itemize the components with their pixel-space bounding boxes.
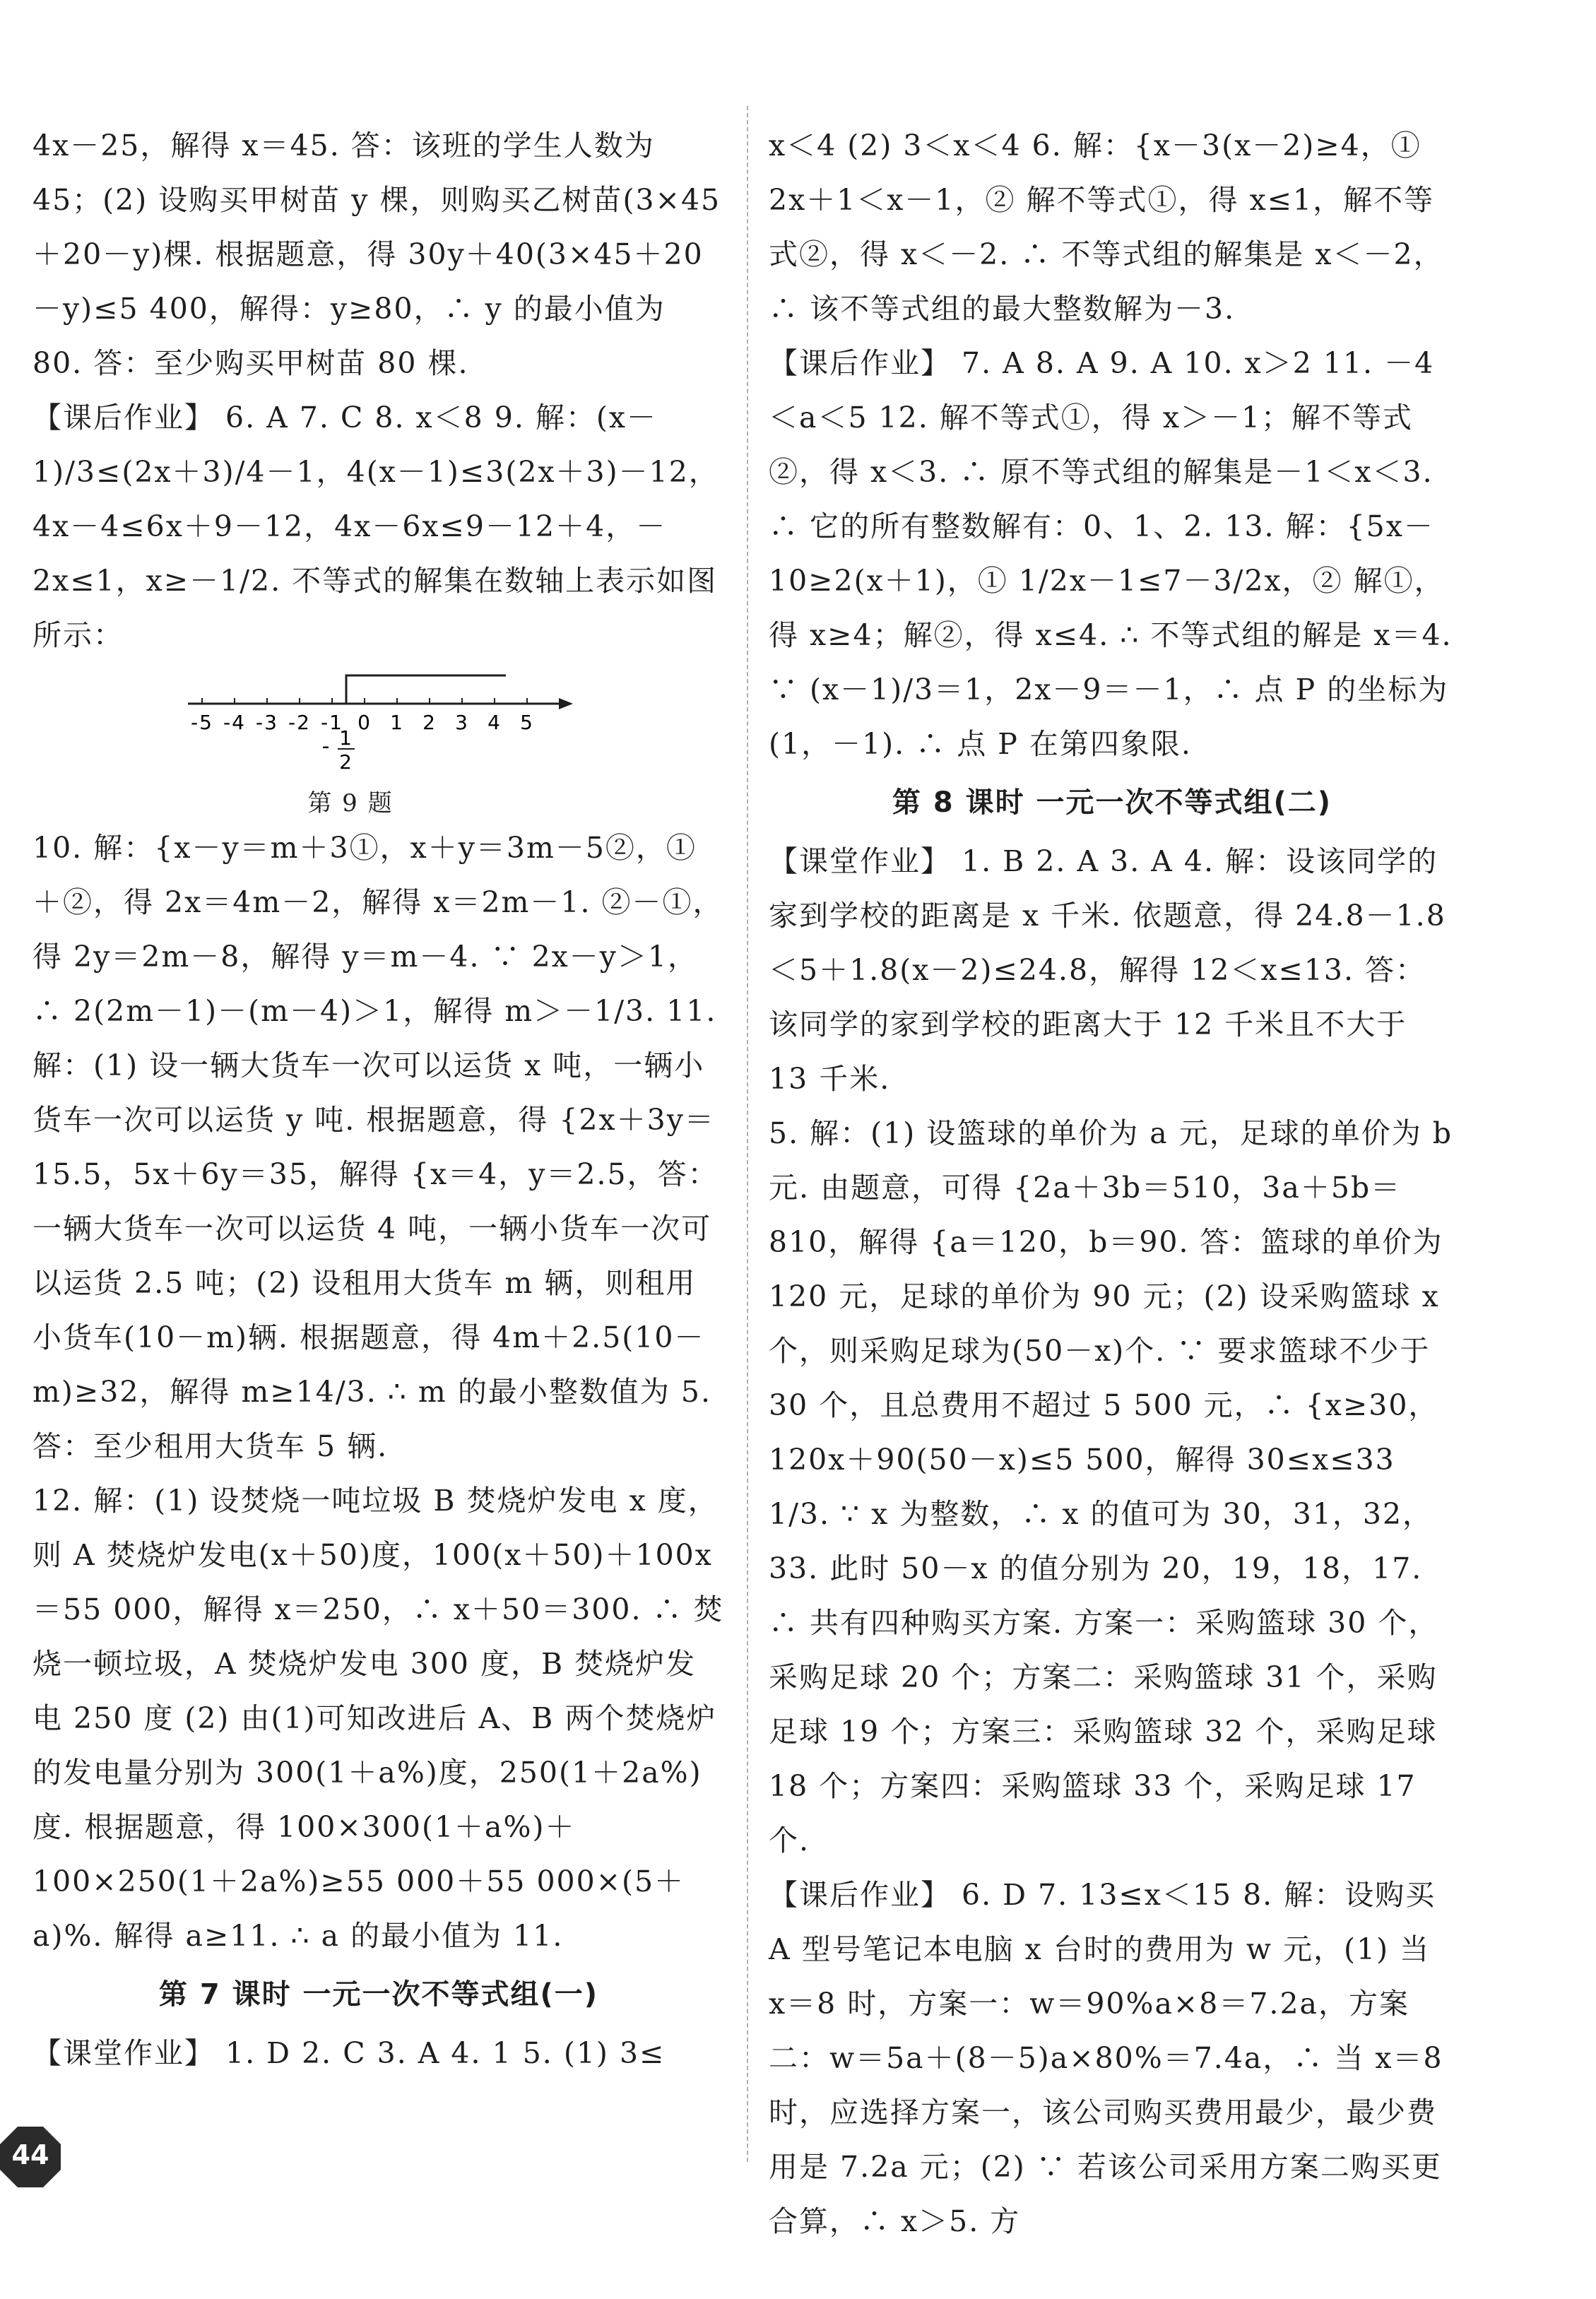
column-divider (747, 106, 748, 2162)
page-number-badge (0, 2127, 61, 2187)
left-column (32, 119, 725, 2081)
answer-paragraph: 12. 解：(1) 设焚烧一吨垃圾 B 焚烧炉发电 x 度，则 A 焚烧炉发电(x＋50)度，100(x＋50)＋100x＝55 000，解得 x＝250，∴ x＋50＝300. ∴ 焚烧一顿垃圾，A 焚烧炉发电 300 度，B 焚烧炉发电 250 度 (2) 由(1)可知改进后 A、B 两个焚烧炉的发电量分别为 300(1＋a%)度，250(1＋2a%)度. 根据题意，得 100×300(1＋a%)＋100×250(1＋2a%)≥55 000＋55 000×(5＋a)%. 解得 a≥11. ∴ a 的最小值为 11. (32, 1484, 724, 1953)
lesson-heading: 第 8 课时 一元一次不等式组(二) (892, 786, 1332, 819)
number-line-tick-label: 0 (357, 711, 372, 734)
answer-paragraph: 4x－25，解得 x＝45. 答：该班的学生人数为 45；(2) 设购买甲树苗 y 棵，则购买乙树苗(3×45＋20－y)棵. 根据题意，得 30y＋40(3×45＋20－y)≤5 400，解得：y≥80，∴ y 的最小值为 80. 答：至少购买甲树苗 80 棵. (32, 129, 721, 380)
right-column (769, 119, 1455, 2249)
number-line-tick-label: 3 (455, 711, 469, 734)
answer-paragraph: 5. 解：(1) 设篮球的单价为 a 元，足球的单价为 b 元. 由题意，可得 {2a＋3b＝510，3a＋5b＝810，解得 {a＝120，b＝90. 答：篮球的单价为 120 元，足球的单价为 90 元；(2) 设采购篮球 x 个，则采购足球为(50－x)个. ∵ 要求篮球不少于 30 个，且总费用不超过 5 500 元，∴ {x≥30，120x＋90(50－x)≤5 500，解得 30≤x≤33 1/3. ∵ x 为整数，∴ x 的值可为 30，31，32，33. 此时 50－x 的值分别为 20，19，18，17. ∴ 共有四种购买方案. 方案一：采购篮球 30 个，采购足球 20 个；方案二：采购篮球 31 个，采购足球 19 个；方案三：采购篮球 32 个，采购足球 18 个；方案四：采购篮球 33 个，采购足球 17 个. (769, 1116, 1453, 1857)
answer-paragraph: 【课后作业】 7. A 8. A 9. A 10. x＞2 11. －4＜a＜5 12. 解不等式①，得 x＞－1；解不等式②，得 x＜3. ∴ 原不等式组的解集是－1＜x＜3. ∴ 它的所有整数解有：0、1、2. 13. 解：{5x－10≥2(x＋1)，① 1/2x－1≤7－3/2x，② 解①，得 x≥4；解②，得 x≤4. ∴ 不等式组的解是 x＝4. ∵ (x－1)/3＝1，2x－9＝－1，∴ 点 P 的坐标为(1，－1). ∴ 点 P 在第四象限. (769, 346, 1453, 761)
number-line-tick-label: -1 (321, 711, 343, 734)
number-line-arrow (559, 698, 573, 709)
number-line-tick-label: 5 (520, 711, 534, 734)
answer-paragraph: 10. 解：{x－y＝m＋3①，x＋y＝3m－5②，①＋②，得 2x＝4m－2，解得 x＝2m－1. ②－①，得 2y＝2m－8，解得 y＝m－4. ∵ 2x－y＞1，∴ 2(2m－1)－(m－4)＞1，解得 m＞－1/3. 11. 解：(1) 设一辆大货车一次可以运货 x 吨，一辆小货车一次可以运货 y 吨. 根据题意，得 {2x＋3y＝15.5，5x＋6y＝35，解得 {x＝4，y＝2.5，答：一辆大货车一次可以运货 4 吨，一辆小货车一次可以运货 2.5 吨；(2) 设租用大货车 m 辆，则租用小货车(10－m)辆. 根据题意，得 4m＋2.5(10－m)≥32，解得 m≥14/3. ∴ m 的最小整数值为 5. 答：至少租用大货车 5 辆. (32, 831, 723, 1463)
number-line-tick-label: 4 (487, 711, 502, 734)
mark-denominator: 2 (339, 750, 353, 774)
mark-numerator: 1 (339, 726, 353, 750)
number-line-tick-label: 2 (422, 711, 437, 734)
page-number: 44 (11, 2139, 49, 2170)
mark-sign: - (321, 734, 331, 759)
number-line-figure (188, 668, 584, 774)
number-line-tick-label: -4 (223, 711, 246, 734)
answer-paragraph: 【课后作业】 6. D 7. 13≤x＜15 8. 解：设购买 A 型号笔记本电脑 x 台时的费用为 w 元，(1) 当 x＝8 时，方案一：w＝90%a×8＝7.2a，方案二：w＝5a＋(8－5)a×80%＝7.4a，∴ 当 x＝8 时，应选择方案一，该公司购买费用最少，最少费用是 7.2a 元；(2) ∵ 若该公司采用方案二购买更合算，∴ x＞5. 方 (769, 1878, 1443, 2238)
number-line-tick-label: -3 (256, 711, 278, 734)
answer-paragraph: 【课堂作业】 1. D 2. C 3. A 4. 1 5. (1) 3≤ (32, 2036, 666, 2070)
number-line-tick-label: -2 (288, 711, 311, 734)
number-line-tick-label: 1 (390, 711, 404, 734)
solution-ray (346, 675, 506, 704)
answer-paragraph: 【课后作业】 6. A 7. C 8. x＜8 9. 解：(x－1)/3≤(2x＋3)/4－1，4(x－1)≤3(2x＋3)－12，4x－4≤6x＋9－12，4x－6x≤9－12＋4，－2x≤1，x≥－1/2. 不等式的解集在数轴上表示如图所示： (32, 401, 719, 652)
number-line-tick-label: -5 (191, 711, 213, 734)
answer-paragraph: 【课堂作业】 1. B 2. A 3. A 4. 解：设该同学的家到学校的距离是 x 千米. 依题意，得 24.8－1.8＜5＋1.8(x－2)≤24.8，解得 12＜x≤13. 答：该同学的家到学校的距离大于 12 千米且不大于 13 千米. (769, 844, 1446, 1096)
answer-paragraph: x＜4 (2) 3＜x＜4 6. 解：{x－3(x－2)≥4，① 2x＋1＜x－1，② 解不等式①，得 x≤1，解不等式②，得 x＜－2. ∴ 不等式组的解集是 x＜－2，∴ 该不等式组的最大整数解为－3. (769, 129, 1444, 326)
lesson-heading: 第 7 课时 一元一次不等式组(一) (158, 1978, 599, 2011)
figure-caption: 第 9 题 (307, 789, 394, 817)
